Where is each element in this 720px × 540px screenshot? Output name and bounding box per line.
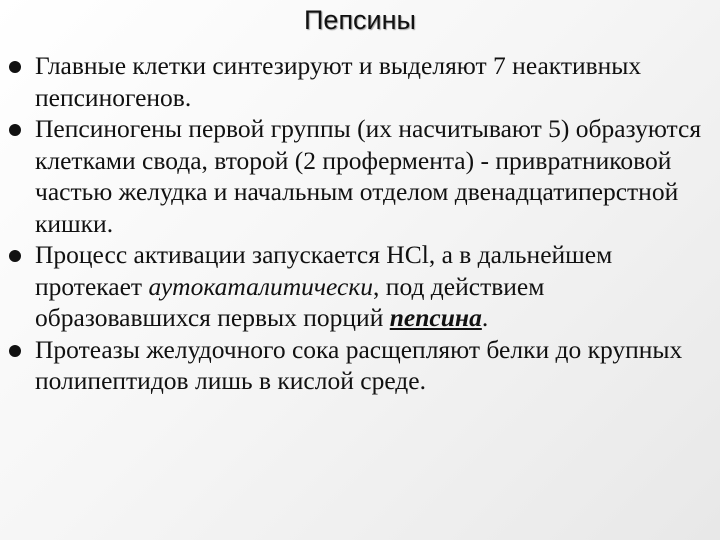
bullet-item xyxy=(9,334,715,397)
slide-title: Пепсины xyxy=(304,5,416,35)
bullet-text: Пепсиногены первой группы (их насчитывают 5) образуются клетками свода, второй (2 профермента) - привратниковой частью желудка и начальным отделом двенадцатиперстной кишки. xyxy=(35,114,702,238)
bullet-text: Протеазы желудочного сока расщепляют белки до крупных полипептидов лишь в кислой среде. xyxy=(35,334,683,395)
bullet-emphasis-term: пепсина xyxy=(389,303,482,332)
bullet-text-before: Процесс активации запускается HCl, а в дальнейшем протекает xyxy=(35,240,613,301)
bullet-item xyxy=(9,239,715,334)
bullet-dot-icon xyxy=(9,61,21,73)
bullet-dot-icon xyxy=(9,250,21,262)
bullet-item xyxy=(9,113,715,239)
bullet-text-after: . xyxy=(481,303,489,332)
bullet-dot-icon xyxy=(9,124,21,136)
bullet-item xyxy=(9,50,715,113)
bullet-text-middle: , под действием образовавшихся первых порций xyxy=(35,271,545,332)
bullet-list xyxy=(9,50,715,397)
bullet-text: Главные клетки синтезируют и выделяют 7 неактивных пепсиногенов. xyxy=(35,51,642,112)
bullet-italic-term: аутокаталитически xyxy=(148,271,374,301)
bullet-dot-icon xyxy=(9,345,21,357)
